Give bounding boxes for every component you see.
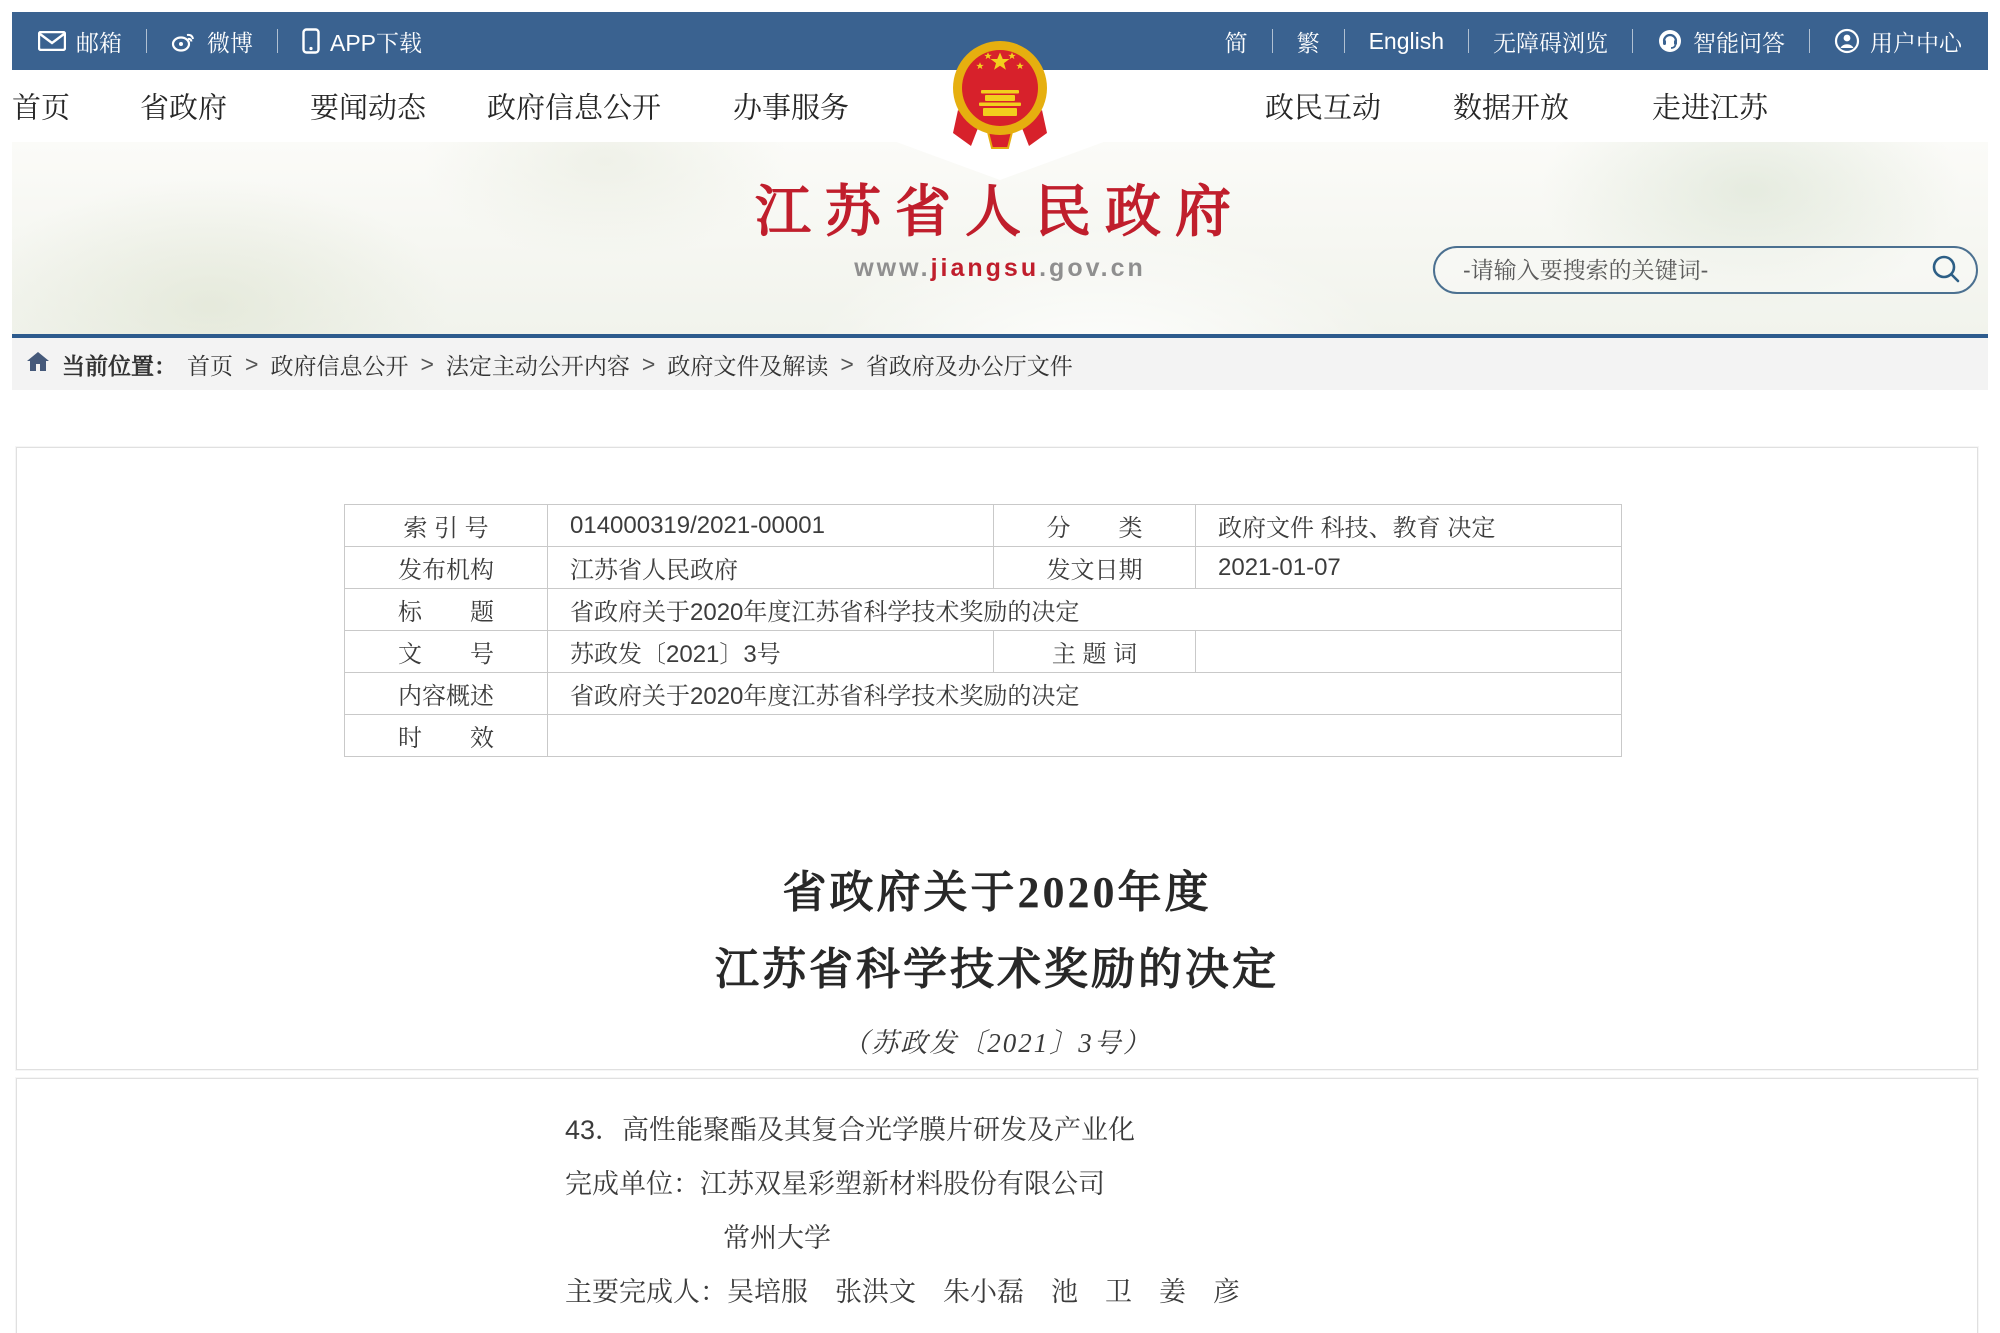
nav-gov-info-disclosure[interactable]: 政府信息公开 xyxy=(487,92,662,125)
accessibility-label: 无障碍浏览 xyxy=(1493,29,1608,56)
mail-link[interactable] xyxy=(38,25,122,58)
lang-traditional-link[interactable] xyxy=(1297,25,1320,58)
table-row xyxy=(345,673,1622,715)
breadcrumb-separator: > xyxy=(641,350,656,377)
category-label: 分 类 xyxy=(994,505,1196,547)
mail-label: 邮箱 xyxy=(76,29,122,56)
completion-unit-2: 常州大学 xyxy=(723,1223,831,1253)
breadcrumb-link-gov-documents[interactable]: 政府文件及解读 xyxy=(667,352,829,379)
nav-home[interactable]: 首页 xyxy=(12,92,71,125)
nav-services[interactable]: 办事服务 xyxy=(733,92,850,125)
phone-icon xyxy=(302,28,320,54)
topbar-separator xyxy=(1344,29,1345,53)
mail-icon xyxy=(38,31,66,51)
main-contributors-names: 吴培服 张洪文 朱小磊 池 卫 姜 彦 xyxy=(727,1277,1240,1307)
site-url-suffix: .gov.cn xyxy=(1039,254,1146,282)
document-body-card xyxy=(16,1078,1978,1333)
document-body xyxy=(17,1079,1977,1319)
search-box xyxy=(1433,246,1978,294)
breadcrumb-separator: > xyxy=(245,350,259,377)
table-row xyxy=(345,631,1622,673)
site-logo[interactable] xyxy=(940,34,1060,161)
user-center-label: 用户中心 xyxy=(1870,29,1962,56)
breadcrumb-link-home[interactable]: 首页 xyxy=(187,352,233,379)
validity-value xyxy=(548,715,1622,757)
lang-simplified-link[interactable] xyxy=(1225,25,1248,58)
document-title-line1: 省政府关于2020年度 xyxy=(782,868,1212,917)
search-input[interactable] xyxy=(1435,257,1916,284)
search-button[interactable] xyxy=(1916,248,1976,292)
document-card xyxy=(16,447,1978,1070)
breadcrumb-separator: > xyxy=(840,350,854,377)
category-value: 政府文件 科技、教育 决定 xyxy=(1196,505,1622,547)
site-url-www: www. xyxy=(854,254,931,282)
subject-words-value xyxy=(1196,631,1622,673)
lang-english-link[interactable] xyxy=(1369,28,1444,55)
topbar-separator xyxy=(1809,29,1810,53)
document-title-block xyxy=(17,856,1977,1060)
topbar-separator xyxy=(1468,29,1469,53)
smart-qa-label: 智能问答 xyxy=(1693,29,1785,56)
index-number-label: 索 引 号 xyxy=(345,505,548,547)
breadcrumb-link-gov-info[interactable]: 政府信息公开 xyxy=(270,352,409,379)
issue-date-label: 发文日期 xyxy=(994,547,1196,589)
site-url xyxy=(854,254,1146,283)
lang-traditional-label: 繁 xyxy=(1296,29,1320,56)
topbar-right-group xyxy=(1225,25,1962,58)
topbar-separator xyxy=(277,29,278,53)
doc-number-value: 苏政发〔2021〕3号 xyxy=(548,631,994,673)
completion-unit-line xyxy=(565,1157,1977,1211)
topbar-separator xyxy=(1272,29,1273,53)
table-row xyxy=(345,547,1622,589)
summary-value: 省政府关于2020年度江苏省科学技术奖励的决定 xyxy=(548,673,1622,715)
lang-english-label: English xyxy=(1368,27,1444,54)
home-icon xyxy=(26,350,50,378)
document-info-table xyxy=(344,504,1622,757)
nav-open-data[interactable]: 数据开放 xyxy=(1453,92,1570,125)
award-item-title: 43．高性能聚酯及其复合光学膜片研发及产业化 xyxy=(565,1115,1136,1145)
nav-news[interactable]: 要闻动态 xyxy=(310,92,427,125)
breadcrumb xyxy=(12,338,1988,390)
national-emblem-icon xyxy=(940,143,1060,160)
headset-icon xyxy=(1657,28,1683,54)
topbar-separator xyxy=(1632,29,1633,53)
nav-provincial-government[interactable]: 省政府 xyxy=(140,92,228,125)
nav-public-interaction[interactable]: 政民互动 xyxy=(1265,92,1382,125)
app-download-link[interactable] xyxy=(302,25,422,58)
site-url-domain: jiangsu xyxy=(930,254,1040,282)
table-row xyxy=(345,715,1622,757)
completion-unit-label: 完成单位： xyxy=(565,1169,700,1199)
main-contributors-label: 主要完成人： xyxy=(565,1277,727,1307)
index-number-value: 014000319/2021-00001 xyxy=(548,505,994,547)
title-value: 省政府关于2020年度江苏省科学技术奖励的决定 xyxy=(548,589,1622,631)
document-number: （苏政发〔2021〕3号） xyxy=(842,1028,1152,1058)
breadcrumb-link-office-documents[interactable]: 省政府及办公厅文件 xyxy=(865,352,1073,379)
breadcrumb-separator: > xyxy=(420,350,434,377)
issuing-agency-value: 江苏省人民政府 xyxy=(548,547,994,589)
lang-simplified-label: 简 xyxy=(1224,29,1248,56)
site-title: 江苏省人民政府 xyxy=(755,180,1245,243)
main-contributors-line xyxy=(565,1265,1977,1319)
search-icon xyxy=(1929,253,1963,287)
accessibility-link[interactable] xyxy=(1493,25,1608,58)
nav-about-jiangsu[interactable]: 走进江苏 xyxy=(1652,92,1769,125)
topbar-separator xyxy=(146,29,147,53)
topbar-left-group xyxy=(38,25,422,58)
breadcrumb-prefix: 当前位置： xyxy=(62,352,177,379)
issuing-agency-label: 发布机构 xyxy=(345,547,548,589)
weibo-label: 微博 xyxy=(207,29,253,56)
smart-qa-link[interactable] xyxy=(1657,25,1785,58)
document-title-line2: 江苏省科学技术奖励的决定 xyxy=(715,945,1279,994)
subject-words-label: 主 题 词 xyxy=(994,631,1196,673)
weibo-link[interactable] xyxy=(171,25,253,58)
table-row xyxy=(345,505,1622,547)
validity-label: 时 效 xyxy=(345,715,548,757)
title-label: 标 题 xyxy=(345,589,548,631)
user-icon xyxy=(1834,28,1860,54)
app-download-label: APP下载 xyxy=(330,29,423,56)
summary-label: 内容概述 xyxy=(345,673,548,715)
table-row xyxy=(345,589,1622,631)
issue-date-value: 2021-01-07 xyxy=(1196,547,1622,589)
breadcrumb-link-statutory-disclosure[interactable]: 法定主动公开内容 xyxy=(445,352,630,379)
user-center-link[interactable] xyxy=(1834,25,1962,58)
doc-number-label: 文 号 xyxy=(345,631,548,673)
weibo-icon xyxy=(171,29,197,53)
completion-unit-1: 江苏双星彩塑新材料股份有限公司 xyxy=(700,1169,1105,1199)
